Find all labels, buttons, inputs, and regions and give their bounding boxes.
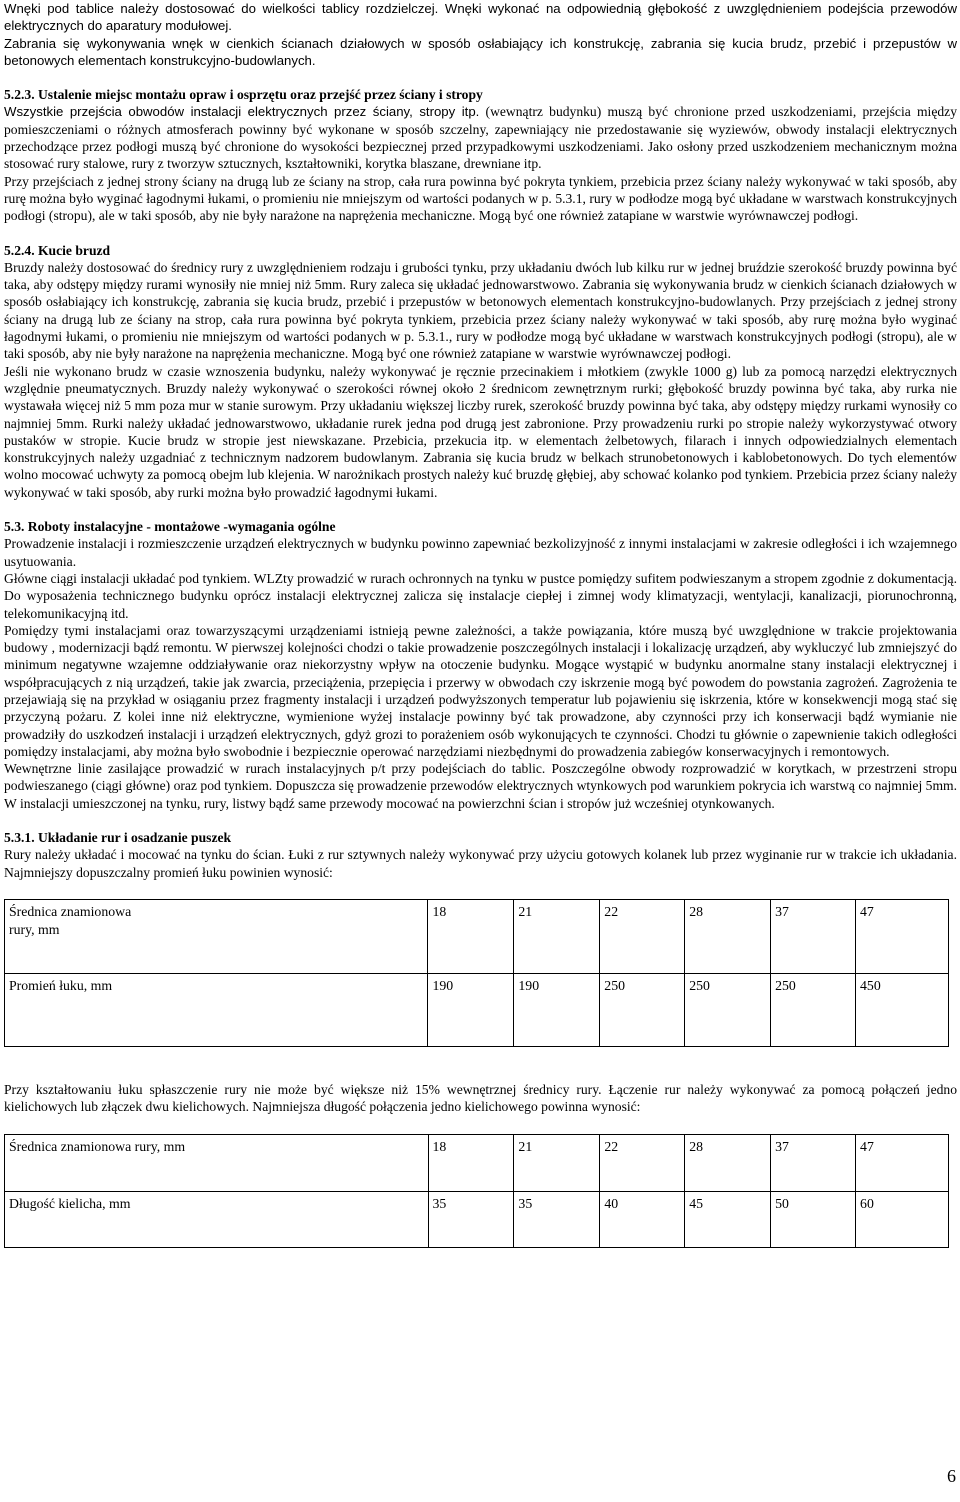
table-cell: 28 (685, 899, 771, 973)
page-number: 6 (947, 1466, 956, 1486)
table-row (5, 1134, 949, 1191)
paragraph: Wnęki pod tablice należy dostosować do wielkości tablicy rozdzielczej. Wnęki wykonać na odpowiednią głębokość z uwzględnieniem podejścia przewodów elektrycznych do aparatury modułowej. (4, 1, 957, 34)
table-cell: 18 (428, 1134, 514, 1191)
table-cell: 190 (428, 973, 514, 1046)
table-cell: 37 (771, 1134, 856, 1191)
paragraph: Jeśli nie wykonano brudz w czasie wznoszenia budynku, należy wykonywać je ręcznie przecinakiem i młotkiem (zwykle 1000 g) lub za pomocą narzędzi elektrycznych względnie pneumatycznych. Bruzdy należy wykonywać o szerokości równej około 2 średnicom zewnętrznym rurki; głębokość bruzdy powinna być taka, aby rurka nie wystawała więcej niż 5 mm poza mur w stanie surowym. Przy układaniu większej liczby rurek, szerokość bruzdy powinna być taka, aby odstępy między rurkami wynosiły co najmniej 5mm. Rurki należy układać jednowarstwowo, układanie rurek jedna pod drugą jest zabronione. Przy prowadzeniu rurki po stropie należy wykorzystywać otwory pustaków w stropie. Kucie brudz w stropie jest niewskazane. Przebicia, przekucia itp. w elementach żelbetowych, filarach i innych odpowiedzialnych elementach konstrukcyjnych należy uzgadniać z technicznym nadzorem budowlanym. Zabrania się kucia brudz w belkach strunobetonowych i kablobetonowych. Do tych elementów wolno mocować uchwyty za pomocą obejm lub klejenia. W narożnikach prostych należy kuć bruzdę głębiej, aby schować kolanko pod tynkiem. Przebicia przez ściany należy wykonywać w taki sposób, aby rurki można było prowadzić łagodnymi łukami. (4, 363, 957, 500)
table-cell: 250 (771, 973, 856, 1046)
table-cell: 45 (685, 1191, 771, 1247)
paragraph: Zabrania się wykonywania wnęk w cienkich ścianach działowych w sposób osłabiający ich konstrukcję, zabrania się kucia brudz, przebić i przepustów w betonowych elementach konstrukcyjno-budowlanych. (4, 35, 957, 68)
paragraph: Pomiędzy tymi instalacjami oraz towarzyszącymi urządzeniami istnieją pewne zależności, a także powiązania, które muszą być uwzględnione w trakcie projektowania budowy , modernizacji bądź remontu. W pierwszej kolejności chodzi o takie prowadzenie poszczególnych instalacji i lokalizację urządzeń, aby wykluczyć lub zmniejszyć do minimum negatywne wzajemne oddziaływanie oraz niekorzystny wpływ na otoczenie budynku. Mogące wystąpić w budynku anormalne stany instalacji elektrycznej i współpracujących z nią urządzeń, takie jak zwarcia, przeciążenia, przepięcia i przerwy w obwodach czy iskrzenie mogą być powodem do powstania zagrożeń. Zagrożenia te przejawiają się na przykład w osiąganiu przez fragmenty instalacji i urządzeń podwyższonych temperatur lub pojawieniu się iskrzenia, które w konsekwencji mogą stać się przyczyną pożaru. Z kolei inne niż elektryczne, wymienione wyżej instalacje powinny być tak prowadzone, aby czynności przy ich konserwacji bądź wymianie nie prowadziły do uszkodzeń instalacji i urządzeń elektrycznych, gdyż grozi to porażeniem osób wykonujących te czynności. Chodzi tu głównie o zapewnienie takich odległości pomiędzy instalacjami, aby można było swobodnie i bezpiecznie operować narzędziami niezbędnymi do prowadzenia zabiegów konserwacyjnych i remontowych. (4, 622, 957, 759)
table-row (5, 899, 949, 973)
table-cell: 22 (600, 899, 685, 973)
section-heading-5-2-4: 5.2.4. Kucie bruzd (4, 242, 111, 258)
table-cell: 47 (856, 1134, 949, 1191)
table-cell: 21 (514, 1134, 600, 1191)
table-cell: 190 (514, 973, 600, 1046)
table-cell: 35 (428, 1191, 514, 1247)
table-cell: 35 (514, 1191, 600, 1247)
table-cell: 250 (685, 973, 771, 1046)
socket-length-table (4, 1134, 949, 1248)
paragraph-rest: (wewnątrz budynku) muszą być chronione przed uszkodzeniami, przejścia między pomieszczeniami o różnych atmosferach powinny być wykonane w sposób szczelny, zapewniający nie przedostawanie się wyziewów, obwody instalacji elektrycznych przechodzące przez podłogi muszą być chronione do wysokości bezpiecznej przed przypadkowymi uszkodzeniami. Jako osłony przed uszkodzeniem mechanicznym można stosować rury stalowe, rury z tworzyw sztucznych, kształtowniki, korytka blaszane, drewniane itp. (4, 104, 957, 172)
table-cell: 18 (428, 899, 514, 973)
table-row (5, 973, 949, 1046)
paragraph: Bruzdy należy dostosować do średnicy rury z uwzględnieniem rodzaju i grubości tynku, przy układaniu dwóch lub kilku rur w jednej bruździe szerokość bruzdy powinna być taka, aby odstępy między rurami wynosiły nie mniej niż 5mm. Rury zaleca się układać jednowarstwowo. Zabrania się wykonywania brudz w cienkich ścianach działowych w sposób osłabiający ich konstrukcję, zabrania się kucia brudz, przebić i przepustów w betonowych elementach konstrukcyjno-budowlanych. Przy przejściach z jednej strony ściany na drugą lub ze ściany na strop, cała rura powinna być pokryta tynkiem, przebicia przez ściany należy wykonywać w taki sposób, aby rurę można było wyginać łagodnymi łukami, o promieniu nie mniejszym od wartości podanych w p. 5.3.1., rury w podłodze mogą być układane w warstwach konstrukcyjnych podłogi (stropu), ale w taki sposób, aby nie były narażone na naprężenia mechaniczne. Mogą być one również zatapiane w warstwie wyrównawczej podłogi. (4, 259, 957, 362)
paragraph: Rury należy układać i mocować na tynku do ścian. Łuki z rur sztywnych należy wykonywać przy użyciu gotowych kolanek lub przez wyginanie rur w trakcie ich układania. Najmniejszy dopuszczalny promień łuku powinien wynosić: (4, 847, 957, 880)
paragraph: Przy kształtowaniu łuku spłaszczenie rury nie może być większe niż 15% wewnętrznej średnicy rury. Łączenie rur należy wykonywać za pomocą połączeń jedno kielichowych lub złączek dwu kielichowych. Najmniejsza długość połączenia jedno kielichowego powinna wynosić: (4, 1081, 957, 1115)
table-cell: 450 (856, 973, 949, 1046)
table-cell: 37 (771, 899, 856, 973)
paragraph: Wewnętrzne linie zasilające prowadzić w rurach instalacyjnych p/t przy podejściach do tablic. Poszczególne obwody rozprowadzić w korytkach, w przestrzeni stropu podwieszanego (ciągi główne) oraz pod tynkiem. Dopuszcza się prowadzenie przewodów elektrycznych wtynkowych pod warunkiem pokrycia ich warstwą co najmniej 5mm. W instalacji umieszczonej na tynku, rury, listwy bądź same przewody mocować na powierzchni ścian i stropów już wcześniej otynkowanych. (4, 761, 957, 811)
table-cell: 28 (685, 1134, 771, 1191)
table-cell: 250 (600, 973, 685, 1046)
table-cell: Długość kielicha, mm (5, 1191, 429, 1247)
paragraph: Główne ciągi instalacji układać pod tynkiem. WLZty prowadzić w rurach ochronnych na tynku w pustce pomiędzy sufitem podwieszanym a stropem zgodnie z dokumentacją. Do wyposażenia technicznego budynku oprócz instalacji elektrycznej zalicza się instalacje ciepłej i zimnej wody klimatyzacji, wentylacji, kanalizacji, piorunochronną, telekomunikacyjną itd. (4, 570, 957, 621)
section-heading-5-2-3: 5.2.3. Ustalenie miejsc montażu opraw i osprzętu oraz przejść przez ściany i stropy (4, 87, 483, 103)
paragraph-lead: Wszystkie przejścia obwodów instalacji elektrycznych przez ściany, stropy itp. (4, 104, 480, 120)
table-cell: Średnica znamionowa rury, mm (5, 899, 428, 973)
table-cell: Średnica znamionowa rury, mm (5, 1134, 429, 1191)
table-cell: 22 (600, 1134, 685, 1191)
table-cell: 21 (514, 899, 600, 973)
section-heading-5-3-1: 5.3.1. Układanie rur i osadzanie puszek (4, 830, 232, 846)
paragraph: Prowadzenie instalacji i rozmieszczenie urządzeń elektrycznych w budynku powinno zapewniać bezkolizyjność z innymi instalacjami w zakresie odległości i ich wzajemnego usytuowania. (4, 536, 957, 569)
section-heading-5-3: 5.3. Roboty instalacyjne - montażowe -wymagania ogólne (4, 519, 336, 535)
table-cell: 40 (600, 1191, 685, 1247)
paragraph (4, 103, 957, 172)
table-row (5, 1191, 949, 1247)
document-page (4, 0, 957, 1248)
paragraph: Przy przejściach z jednej strony ściany na drugą lub ze ściany na strop, cała rura powinna być pokryta tynkiem, przebicia przez ściany należy wykonywać w taki sposób, aby rurę można było wyginać łagodnymi łukami, o promieniu nie mniejszym od wartości podanych w p. 5.3.1, rury w podłodze mogą być układane w warstwach konstrukcyjnych podłogi (stropu), ale w taki sposób, aby nie były narażone na naprężenia mechaniczne. Mogą być one również zatapiane w warstwie wyrównawczej podłogi. (4, 173, 957, 224)
bend-radius-table (4, 899, 949, 1047)
table-cell: Promień łuku, mm (5, 973, 428, 1046)
table-cell: 60 (856, 1191, 949, 1247)
table-cell: 50 (771, 1191, 856, 1247)
table-cell: 47 (856, 899, 949, 973)
